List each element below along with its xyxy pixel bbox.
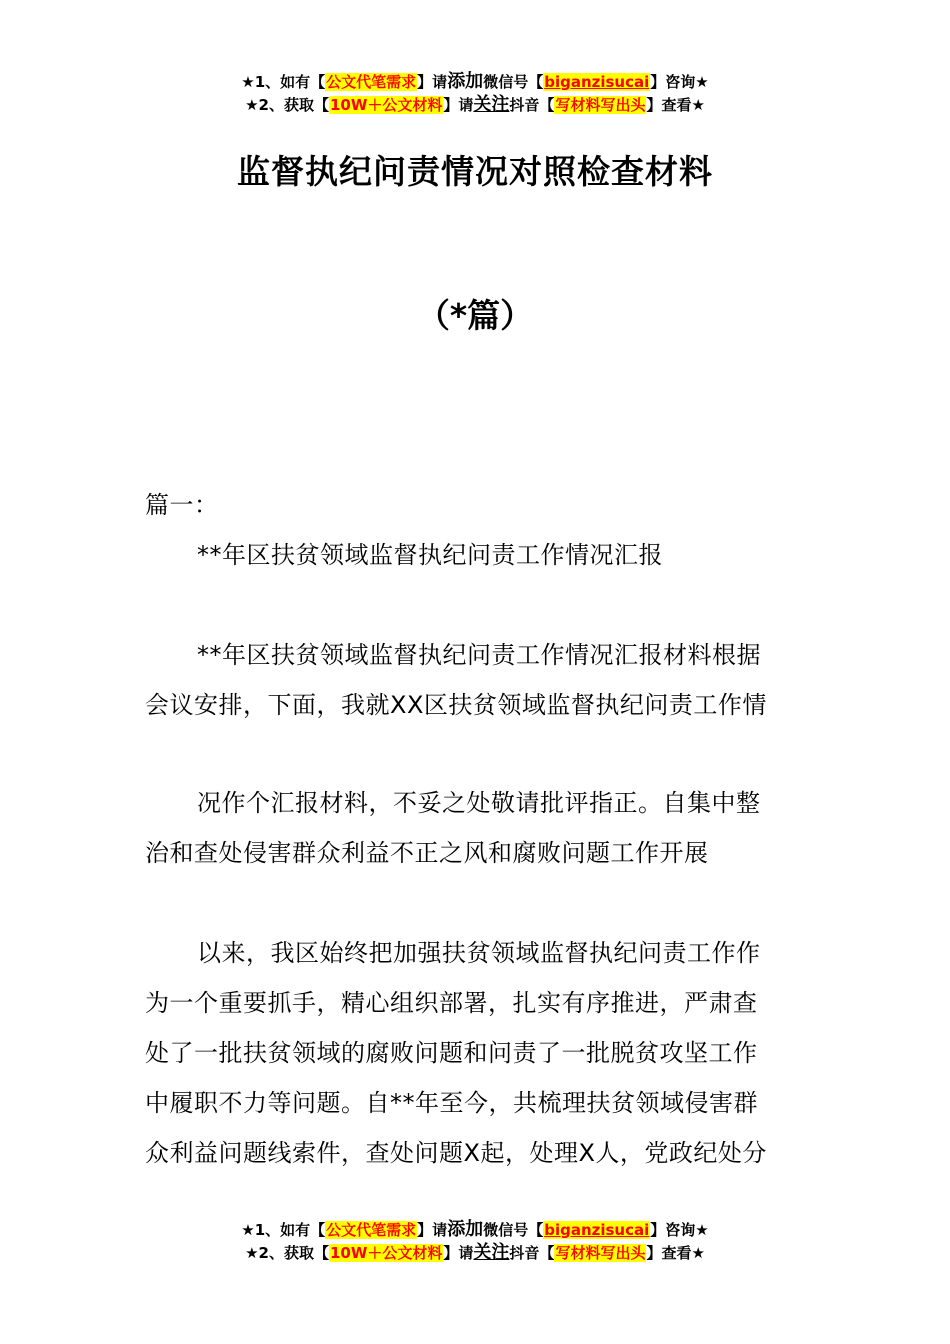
highlight-materials: 10W＋公文材料 xyxy=(329,1244,443,1262)
banner-emphasis: 添加 xyxy=(447,1219,484,1240)
banner-line-2 xyxy=(0,1241,950,1264)
body-line: 众利益问题线索件，查处问题X起，处理X人，党政纪处分 xyxy=(145,1139,767,1167)
body-line: 会议安排，下面，我就XX区扶贫领域监督执纪问责工作情 xyxy=(145,691,767,719)
banner-text: 】请 xyxy=(417,73,448,91)
banner-line-1 xyxy=(0,1218,950,1241)
header-banner xyxy=(0,70,950,116)
banner-text: 抖音【 xyxy=(509,96,555,114)
body-line: 中履职不力等问题。自**年至今，共梳理扶贫领域侵害群 xyxy=(145,1089,758,1117)
footer-banner xyxy=(0,1218,950,1264)
banner-text: 】咨询★ xyxy=(650,1221,709,1239)
highlight-douyin-account: 写材料写出头 xyxy=(555,1244,646,1262)
banner-text: ★2、获取【 xyxy=(245,96,329,114)
banner-emphasis: 关注 xyxy=(473,1242,510,1263)
banner-text: 】请 xyxy=(443,96,474,114)
body-line: 治和查处侵害群众利益不正之风和腐败问题工作开展 xyxy=(145,839,709,867)
body-line: 为一个重要抓手，精心组织部署，扎实有序推进，严肃查 xyxy=(145,989,758,1017)
banner-emphasis: 添加 xyxy=(447,71,484,92)
body-line: 处了一批扶贫领域的腐败问题和问责了一批脱贫攻坚工作 xyxy=(145,1039,758,1067)
banner-text: 抖音【 xyxy=(509,1244,555,1262)
banner-text: 微信号【 xyxy=(483,1221,544,1239)
document-title: 监督执纪问责情况对照检查材料 xyxy=(237,152,713,191)
banner-text: 】查看★ xyxy=(646,1244,705,1262)
report-heading: **年区扶贫领域监督执纪问责工作情况汇报 xyxy=(197,541,663,569)
wechat-id-link[interactable]: biganzisucai xyxy=(544,73,650,91)
banner-text: 】请 xyxy=(443,1244,474,1262)
highlight-writing-service: 公文代笔需求 xyxy=(326,1221,417,1239)
body-line: **年区扶贫领域监督执纪问责工作情况汇报材料根据 xyxy=(197,641,761,669)
banner-text: ★2、获取【 xyxy=(245,1244,329,1262)
banner-text: 】请 xyxy=(417,1221,448,1239)
banner-line-1 xyxy=(0,70,950,93)
highlight-writing-service: 公文代笔需求 xyxy=(326,73,417,91)
highlight-materials: 10W＋公文材料 xyxy=(329,96,443,114)
banner-text: 微信号【 xyxy=(483,73,544,91)
body-line: 况作个汇报材料，不妥之处敬请批评指正。自集中整 xyxy=(197,789,761,817)
document-subtitle: （*篇） xyxy=(416,296,534,335)
wechat-id-link[interactable]: biganzisucai xyxy=(544,1221,650,1239)
highlight-douyin-account: 写材料写出头 xyxy=(555,96,646,114)
banner-text: ★1、如有【 xyxy=(241,73,326,91)
banner-emphasis: 关注 xyxy=(473,94,510,115)
banner-text: 】查看★ xyxy=(646,96,705,114)
banner-text: ★1、如有【 xyxy=(241,1221,326,1239)
body-line: 以来，我区始终把加强扶贫领域监督执纪问责工作作 xyxy=(197,939,761,967)
banner-text: 】咨询★ xyxy=(650,73,709,91)
section-label: 篇一： xyxy=(145,491,219,519)
banner-line-2 xyxy=(0,93,950,116)
